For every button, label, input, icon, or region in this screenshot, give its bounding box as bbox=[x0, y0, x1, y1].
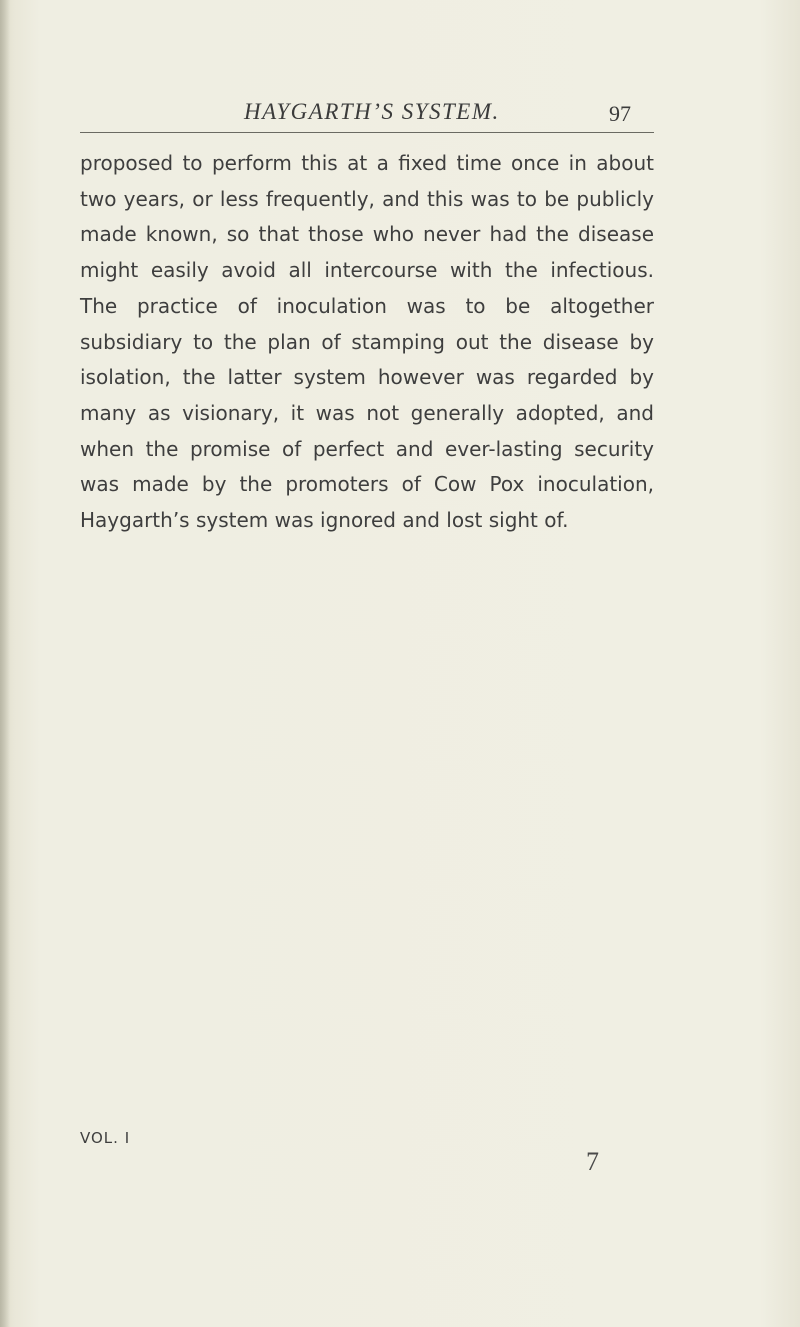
page-number: 97 bbox=[609, 101, 631, 126]
volume-signature: VOL. I bbox=[80, 1129, 131, 1147]
body-paragraph: proposed to perform this at a fixed time once in about two years, or less frequently, and this was to be publicly made known, so that those who never had the disease might easily avoid all intercourse with the infectious. The practice of inoculation was to be altogether subsidiary to the plan of stamping out the disease by isolation, the latter system however was regarded by many as visionary, it was not generally adopted, and when the promise of perfect and ever-lasting security was made by the promoters of Cow Pox inoculation, Haygarth’s system was ignored and lost sight of. bbox=[80, 151, 654, 533]
header-rule bbox=[80, 132, 654, 133]
signature-mark: 7 bbox=[586, 1147, 599, 1176]
binding-shadow bbox=[0, 0, 10, 1327]
running-title: HAYGARTH’S SYSTEM. bbox=[244, 99, 500, 124]
